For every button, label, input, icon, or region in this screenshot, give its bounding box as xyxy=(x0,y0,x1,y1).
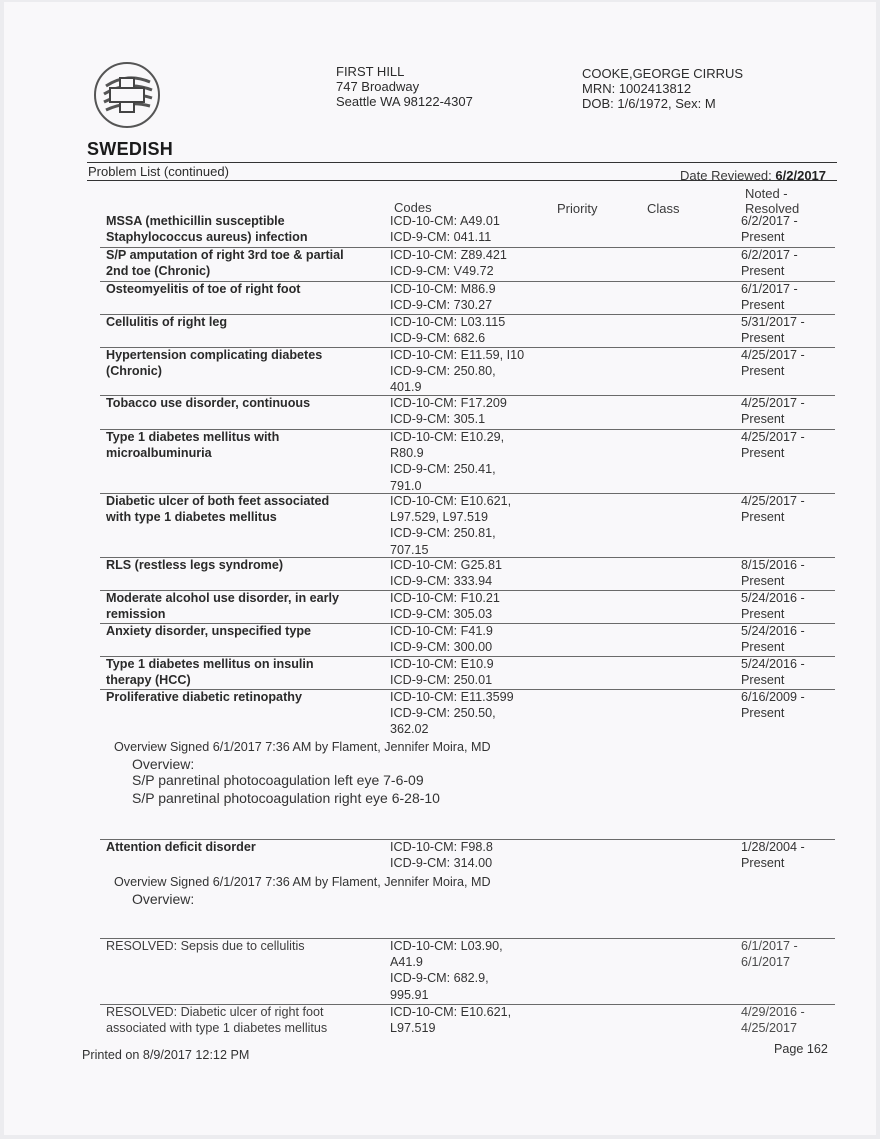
problem-codes: ICD-10-CM: E10.621, L97.519 xyxy=(390,1005,512,1036)
overview-label: Overview: xyxy=(132,756,195,772)
problem-name: Hypertension complicating diabetes (Chronic) xyxy=(106,348,323,379)
problem-row xyxy=(100,656,835,690)
noted-resolved-date: 6/1/2017 - Present xyxy=(741,282,798,313)
problem-name: Diabetic ulcer of both feet associated with type 1 diabetes mellitus xyxy=(106,494,330,525)
problem-codes: ICD-10-CM: E11.59, I10 ICD-9-CM: 250.80, 401.9 xyxy=(390,348,525,395)
resolved-problem-row xyxy=(100,938,835,1005)
problem-codes: ICD-10-CM: L03.90, A41.9 ICD-9-CM: 682.9, 995.91 xyxy=(390,939,503,1002)
swedish-logo-icon xyxy=(92,60,162,130)
column-header-class: Class xyxy=(647,201,680,216)
problem-name: Osteomyelitis of toe of right foot xyxy=(106,282,301,296)
noted-resolved-date: 4/25/2017 - Present xyxy=(741,348,805,379)
noted-resolved-date: 8/15/2016 - Present xyxy=(741,558,805,589)
section-title: Problem List (continued) xyxy=(88,164,229,179)
printed-on: Printed on 8/9/2017 12:12 PM xyxy=(82,1048,250,1062)
problem-codes: ICD-10-CM: E10.29, R80.9 ICD-9-CM: 250.41, 791.0 xyxy=(390,430,505,493)
facility-address: FIRST HILL 747 Broadway Seattle WA 98122-4307 xyxy=(336,64,473,109)
problem-codes: ICD-10-CM: M86.9 ICD-9-CM: 730.27 xyxy=(390,282,496,313)
problem-codes: ICD-10-CM: F17.209 ICD-9-CM: 305.1 xyxy=(390,396,507,427)
problem-row xyxy=(100,557,835,591)
problem-row xyxy=(100,623,835,657)
problem-name: Attention deficit disorder xyxy=(106,840,256,854)
problem-row xyxy=(100,347,835,396)
problem-row xyxy=(100,493,835,558)
section-divider xyxy=(87,180,837,181)
problem-row xyxy=(100,247,835,282)
problem-row xyxy=(100,395,835,430)
noted-resolved-date: 4/29/2016 - 4/25/2017 xyxy=(741,1005,805,1036)
problem-codes: ICD-10-CM: Z89.421 ICD-9-CM: V49.72 xyxy=(390,248,507,279)
header-divider xyxy=(87,162,837,163)
problem-codes: ICD-10-CM: F41.9 ICD-9-CM: 300.00 xyxy=(390,624,493,655)
problem-row xyxy=(100,590,835,624)
noted-resolved-date: 6/1/2017 - 6/1/2017 xyxy=(741,939,798,970)
problem-codes: ICD-10-CM: A49.01 ICD-9-CM: 041.11 xyxy=(390,214,500,245)
problem-name: S/P amputation of right 3rd toe & partial 2nd toe (Chronic) xyxy=(106,248,344,279)
problem-name: Tobacco use disorder, continuous xyxy=(106,396,311,410)
noted-resolved-date: 6/2/2017 - Present xyxy=(741,248,798,279)
problem-name: Type 1 diabetes mellitus on insulin therapy (HCC) xyxy=(106,657,314,688)
problem-row xyxy=(100,689,835,840)
problem-name: Proliferative diabetic retinopathy xyxy=(106,690,302,704)
resolved-problem-row xyxy=(100,1004,835,1040)
overview-line: S/P panretinal photocoagulation right eye 6-28-10 xyxy=(132,790,440,806)
problem-codes: ICD-10-CM: E10.9 ICD-9-CM: 250.01 xyxy=(390,657,494,688)
overview-signed: Overview Signed 6/1/2017 7:36 AM by Flament, Jennifer Moira, MD xyxy=(114,875,491,889)
problem-row xyxy=(100,429,835,494)
noted-resolved-date: 4/25/2017 - Present xyxy=(741,430,805,461)
noted-resolved-date: 5/24/2016 - Present xyxy=(741,657,805,688)
problem-row xyxy=(100,314,835,348)
patient-info: COOKE,GEORGE CIRRUS MRN: 1002413812 DOB: 1/6/1972, Sex: M xyxy=(582,66,744,111)
column-header-codes: Codes xyxy=(394,200,432,215)
problem-codes: ICD-10-CM: F98.8 ICD-9-CM: 314.00 xyxy=(390,840,493,871)
problem-name: Anxiety disorder, unspecified type xyxy=(106,624,312,638)
noted-resolved-date: 5/24/2016 - Present xyxy=(741,591,805,622)
overview-line: S/P panretinal photocoagulation left eye 7-6-09 xyxy=(132,772,424,788)
problem-name: RESOLVED: Diabetic ulcer of right foot associated with type 1 diabetes mellitus xyxy=(106,1005,328,1036)
date-reviewed: Date Reviewed: 6/2/2017 xyxy=(680,168,827,183)
noted-resolved-date: 5/24/2016 - Present xyxy=(741,624,805,655)
noted-resolved-date: 1/28/2004 - Present xyxy=(741,840,805,871)
brand-name: SWEDISH xyxy=(87,139,174,159)
problem-name: Moderate alcohol use disorder, in early remission xyxy=(106,591,340,622)
problem-codes: ICD-10-CM: F10.21 ICD-9-CM: 305.03 xyxy=(390,591,500,622)
overview-label: Overview: xyxy=(132,891,195,907)
problem-name: Type 1 diabetes mellitus with microalbuminuria xyxy=(106,430,280,461)
problem-row xyxy=(100,281,835,315)
noted-resolved-date: 6/2/2017 - Present xyxy=(741,214,798,245)
column-header-priority: Priority xyxy=(557,201,598,216)
problem-codes: ICD-10-CM: G25.81 ICD-9-CM: 333.94 xyxy=(390,558,502,589)
problem-name: RESOLVED: Sepsis due to cellulitis xyxy=(106,939,305,953)
problem-name: RLS (restless legs syndrome) xyxy=(106,558,284,572)
problem-name: MSSA (methicillin susceptible Staphylococcus aureus) infection xyxy=(106,214,308,245)
problem-codes: ICD-10-CM: L03.115 ICD-9-CM: 682.6 xyxy=(390,315,506,346)
column-header-noted: Noted - Resolved xyxy=(745,186,800,216)
problem-name: Cellulitis of right leg xyxy=(106,315,228,329)
noted-resolved-date: 6/16/2009 - Present xyxy=(741,690,805,721)
noted-resolved-date: 4/25/2017 - Present xyxy=(741,494,805,525)
noted-resolved-date: 5/31/2017 - Present xyxy=(741,315,805,346)
problem-codes: ICD-10-CM: E10.621, L97.529, L97.519 ICD-9-CM: 250.81, 707.15 xyxy=(390,494,512,557)
problem-row xyxy=(100,213,835,248)
overview-signed: Overview Signed 6/1/2017 7:36 AM by Flament, Jennifer Moira, MD xyxy=(114,740,491,754)
page-number: Page 162 xyxy=(774,1042,828,1056)
noted-resolved-date: 4/25/2017 - Present xyxy=(741,396,805,427)
problem-codes: ICD-10-CM: E11.3599 ICD-9-CM: 250.50, 362.02 xyxy=(390,690,514,737)
